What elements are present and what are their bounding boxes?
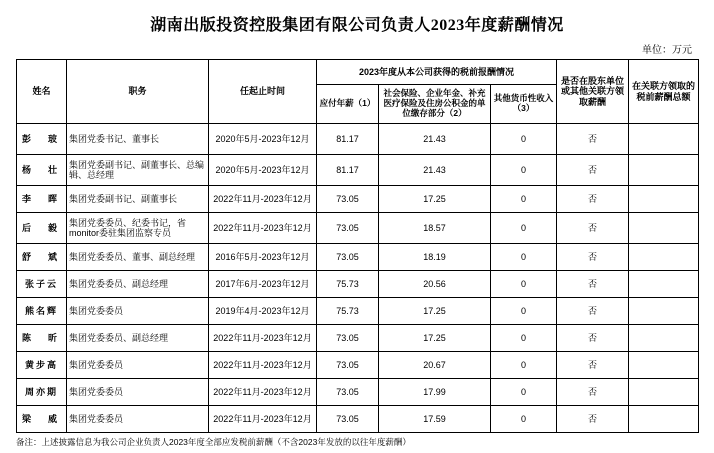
compensation-table — [16, 59, 699, 433]
cell-post: 集团党委副书记、副董事长 — [67, 186, 209, 213]
cell-salary: 73.05 — [317, 379, 379, 406]
cell-shareholder: 否 — [557, 325, 629, 352]
cell-term: 2019年4月-2023年12月 — [209, 298, 317, 325]
cell-insurance: 17.59 — [379, 406, 491, 433]
cell-term: 2022年11月-2023年12月 — [209, 186, 317, 213]
cell-post: 集团党委委员 — [67, 352, 209, 379]
cell-name: 熊名辉 — [17, 298, 67, 325]
unit-label: 单位：万元 — [642, 45, 692, 56]
cell-post: 集团党委委员、董事、副总经理 — [67, 244, 209, 271]
cell-name: 梁 威 — [17, 406, 67, 433]
cell-post: 集团党委副书记、副董事长、总编辑、总经理 — [67, 155, 209, 186]
cell-insurance: 17.99 — [379, 379, 491, 406]
cell-related-total — [629, 271, 699, 298]
cell-post: 集团党委委员 — [67, 379, 209, 406]
header-sub-salary: 应付年薪（1） — [317, 85, 379, 124]
cell-other: 0 — [491, 124, 557, 155]
cell-salary: 81.17 — [317, 155, 379, 186]
cell-name: 张子云 — [17, 271, 67, 298]
header-sub-other: 其他货币性收入（3） — [491, 85, 557, 124]
cell-related-total — [629, 325, 699, 352]
table-row — [17, 406, 699, 433]
table-row — [17, 186, 699, 213]
cell-salary: 81.17 — [317, 124, 379, 155]
cell-other: 0 — [491, 186, 557, 213]
cell-insurance: 21.43 — [379, 155, 491, 186]
cell-other: 0 — [491, 352, 557, 379]
cell-salary: 73.05 — [317, 244, 379, 271]
header-related-total: 在关联方领取的税前薪酬总额 — [629, 60, 699, 124]
cell-post: 集团党委书记、董事长 — [67, 124, 209, 155]
table-row — [17, 155, 699, 186]
cell-insurance: 21.43 — [379, 124, 491, 155]
cell-related-total — [629, 298, 699, 325]
cell-name: 陈 昕 — [17, 325, 67, 352]
cell-related-total — [629, 124, 699, 155]
cell-term: 2020年5月-2023年12月 — [209, 124, 317, 155]
cell-shareholder: 否 — [557, 244, 629, 271]
cell-related-total — [629, 352, 699, 379]
table-row — [17, 244, 699, 271]
table-header-row-group — [17, 60, 699, 85]
cell-name: 李 晖 — [17, 186, 67, 213]
cell-term: 2022年11月-2023年12月 — [209, 352, 317, 379]
table-row — [17, 124, 699, 155]
cell-related-total — [629, 244, 699, 271]
cell-other: 0 — [491, 244, 557, 271]
cell-salary: 73.05 — [317, 186, 379, 213]
cell-shareholder: 否 — [557, 155, 629, 186]
cell-shareholder: 否 — [557, 271, 629, 298]
cell-shareholder: 否 — [557, 298, 629, 325]
cell-salary: 73.05 — [317, 406, 379, 433]
cell-other: 0 — [491, 155, 557, 186]
cell-insurance: 17.25 — [379, 298, 491, 325]
cell-salary: 75.73 — [317, 271, 379, 298]
cell-shareholder: 否 — [557, 213, 629, 244]
cell-related-total — [629, 155, 699, 186]
cell-salary: 75.73 — [317, 298, 379, 325]
table-note: 备注：上述披露信息为我公司企业负责人2023年度全部应发税前薪酬（不含2023年发放的以往年度薪酬） — [16, 437, 411, 447]
cell-post: 集团党委委员、副总经理 — [67, 271, 209, 298]
cell-name: 彭 玻 — [17, 124, 67, 155]
cell-other: 0 — [491, 213, 557, 244]
table-row — [17, 352, 699, 379]
cell-other: 0 — [491, 379, 557, 406]
cell-post: 集团党委委员 — [67, 406, 209, 433]
cell-post: 集团党委委员、副总经理 — [67, 325, 209, 352]
cell-other: 0 — [491, 325, 557, 352]
table-row — [17, 325, 699, 352]
cell-insurance: 18.57 — [379, 213, 491, 244]
header-term: 任起止时间 — [209, 60, 317, 124]
cell-other: 0 — [491, 271, 557, 298]
cell-insurance: 17.25 — [379, 325, 491, 352]
cell-post: 集团党委委员、纪委书记，省monitor委驻集团监察专员 — [67, 213, 209, 244]
cell-related-total — [629, 379, 699, 406]
header-sub-insurance: 社会保险、企业年金、补充医疗保险及住房公积金的单位缴存部分（2） — [379, 85, 491, 124]
cell-name: 周亦期 — [17, 379, 67, 406]
cell-shareholder: 否 — [557, 352, 629, 379]
table-row — [17, 213, 699, 244]
cell-other: 0 — [491, 298, 557, 325]
cell-salary: 73.05 — [317, 352, 379, 379]
table-body — [17, 124, 699, 433]
cell-shareholder: 否 — [557, 124, 629, 155]
page-title: 湖南出版投资控股集团有限公司负责人2023年度薪酬情况 — [150, 17, 564, 34]
cell-name: 后 毅 — [17, 213, 67, 244]
header-pretax-group: 2023年度从本公司获得的税前报酬情况 — [317, 60, 557, 85]
cell-term: 2022年11月-2023年12月 — [209, 213, 317, 244]
cell-insurance: 20.67 — [379, 352, 491, 379]
cell-insurance: 17.25 — [379, 186, 491, 213]
cell-insurance: 20.56 — [379, 271, 491, 298]
cell-related-total — [629, 406, 699, 433]
cell-term: 2016年5月-2023年12月 — [209, 244, 317, 271]
cell-insurance: 18.19 — [379, 244, 491, 271]
cell-shareholder: 否 — [557, 406, 629, 433]
table-row — [17, 271, 699, 298]
header-shareholder: 是否在股东单位或其他关联方领取薪酬 — [557, 60, 629, 124]
cell-term: 2017年6月-2023年12月 — [209, 271, 317, 298]
cell-shareholder: 否 — [557, 379, 629, 406]
cell-term: 2022年11月-2023年12月 — [209, 406, 317, 433]
cell-term: 2022年11月-2023年12月 — [209, 325, 317, 352]
cell-term: 2020年5月-2023年12月 — [209, 155, 317, 186]
cell-shareholder: 否 — [557, 186, 629, 213]
cell-related-total — [629, 186, 699, 213]
cell-related-total — [629, 213, 699, 244]
cell-name: 黄步高 — [17, 352, 67, 379]
cell-post: 集团党委委员 — [67, 298, 209, 325]
cell-term: 2022年11月-2023年12月 — [209, 379, 317, 406]
table-row — [17, 298, 699, 325]
header-post: 职务 — [67, 60, 209, 124]
cell-other: 0 — [491, 406, 557, 433]
cell-name: 杨 壮 — [17, 155, 67, 186]
cell-salary: 73.05 — [317, 213, 379, 244]
cell-name: 舒 斌 — [17, 244, 67, 271]
table-row — [17, 379, 699, 406]
cell-salary: 73.05 — [317, 325, 379, 352]
header-name: 姓名 — [17, 60, 67, 124]
